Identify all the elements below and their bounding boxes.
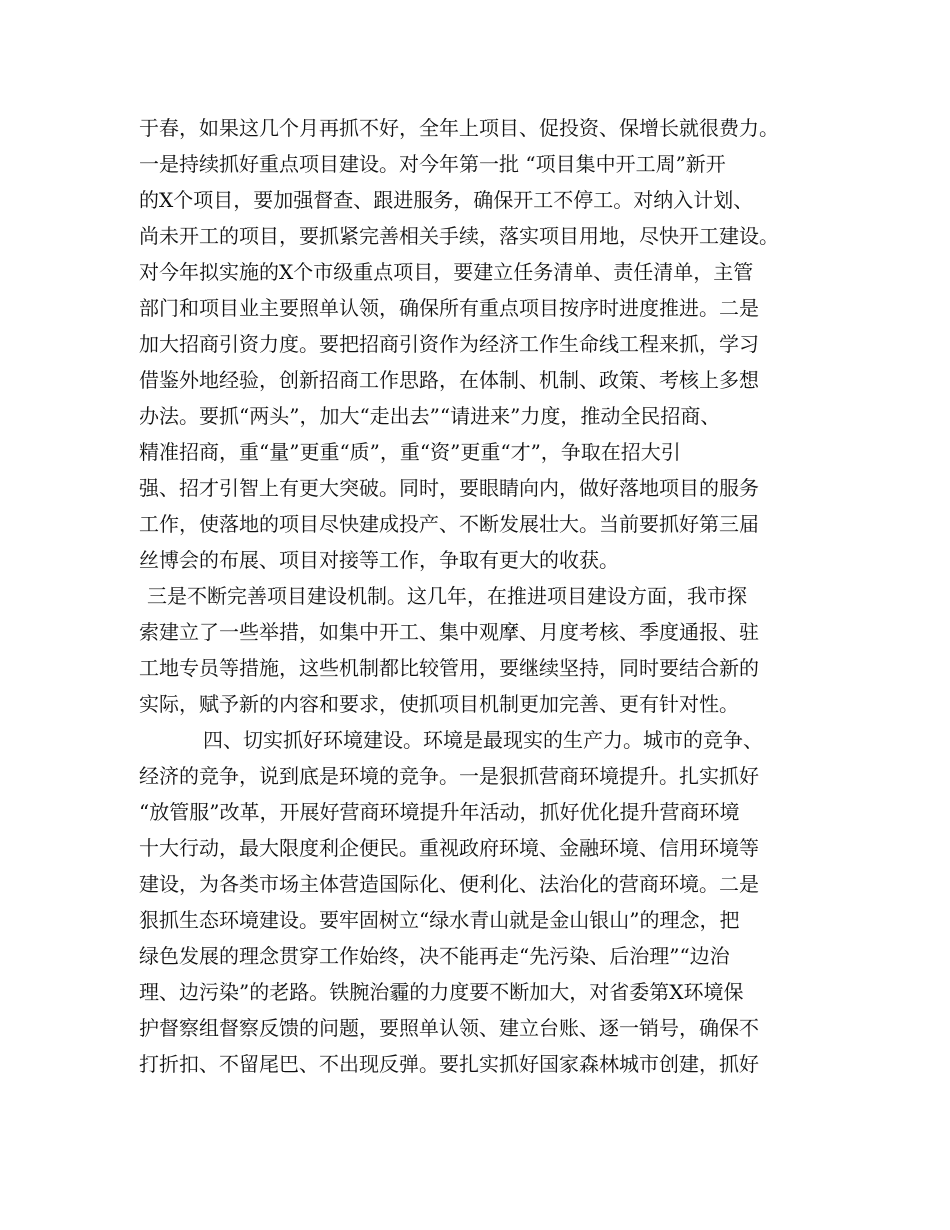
text-line: 部门和项目业主要照单认领，确保所有重点项目按序时进度推进。二是 (139, 296, 759, 320)
text-line: “放管服”改革，开展好营商环境提升年活动，抓好优化提升营商环境 (139, 800, 740, 824)
text-line: 绿色发展的理念贯穿工作始终，决不能再走“先污染、后治理”“边治 (139, 944, 730, 968)
text-line: 经济的竞争，说到底是环境的竞争。一是狠抓营商环境提升。扎实抓好 (139, 764, 759, 788)
text-line: 借鉴外地经验，创新招商工作思路，在体制、机制、政策、考核上多想 (139, 368, 759, 392)
text-line: 索建立了一些举措，如集中开工、集中观摩、月度考核、季度通报、驻 (139, 620, 759, 644)
text-line: 于春，如果这几个月再抓不好，全年上项目、促投资、保增长就很费力。 (139, 116, 779, 140)
text-line: 理、边污染”的老路。铁腕治霾的力度要不断加大，对省委第Ⅹ环境保 (139, 980, 744, 1004)
text-line: 加大招商引资力度。要把招商引资作为经济工作生命线工程来抓，学习 (139, 332, 759, 356)
text-line: 精准招商，重“量”更重“质”，重“资”更重“才”，争取在招大引 (139, 440, 681, 464)
text-line: 强、招才引智上有更大突破。同时，要眼睛向内，做好落地项目的服务 (139, 476, 759, 500)
text-line: 三是不断完善项目建设机制。这几年，在推进项目建设方面，我市探 (147, 584, 747, 608)
text-line: 四、切实抓好环境建设。环境是最现实的生产力。城市的竞争、 (203, 728, 763, 752)
text-line: 一是持续抓好重点项目建设。对今年第一批 “项目集中开工周”新开 (139, 152, 726, 176)
text-line: 实际，赋予新的内容和要求，使抓项目机制更加完善、更有针对性。 (139, 692, 739, 716)
text-line: 建设，为各类市场主体营造国际化、便利化、法治化的营商环境。二是 (139, 872, 759, 896)
text-line: 工地专员等措施，这些机制都比较管用，要继续坚持，同时要结合新的 (139, 656, 759, 680)
text-line: 护督察组督察反馈的问题，要照单认领、建立台账、逐一销号，确保不 (139, 1016, 759, 1040)
text-line: 工作，使落地的项目尽快建成投产、不断发展壮大。当前要抓好第三届 (139, 512, 759, 536)
text-line: 对今年拟实施的Ⅹ个市级重点项目，要建立任务清单、责任清单，主管 (139, 260, 754, 284)
text-line: 狠抓生态环境建设。要牢固树立“绿水青山就是金山银山”的理念，把 (139, 908, 740, 932)
text-line: 尚未开工的项目，要抓紧完善相关手续，落实项目用地，尽快开工建设。 (139, 224, 779, 248)
text-line: 办法。要抓“两头”，加大“走出去”“请进来”力度，推动全民招商、 (139, 404, 721, 428)
text-line: 十大行动，最大限度利企便民。重视政府环境、金融环境、信用环境等 (139, 836, 759, 860)
text-line: 打折扣、不留尾巴、不出现反弹。要扎实抓好国家森林城市创建，抓好 (139, 1052, 759, 1076)
text-line: 的Ⅹ个项目，要加强督查、跟进服务，确保开工不停工。对纳入计划、 (139, 188, 754, 212)
text-line: 丝博会的布展、项目对接等工作，争取有更大的收获。 (139, 548, 619, 572)
